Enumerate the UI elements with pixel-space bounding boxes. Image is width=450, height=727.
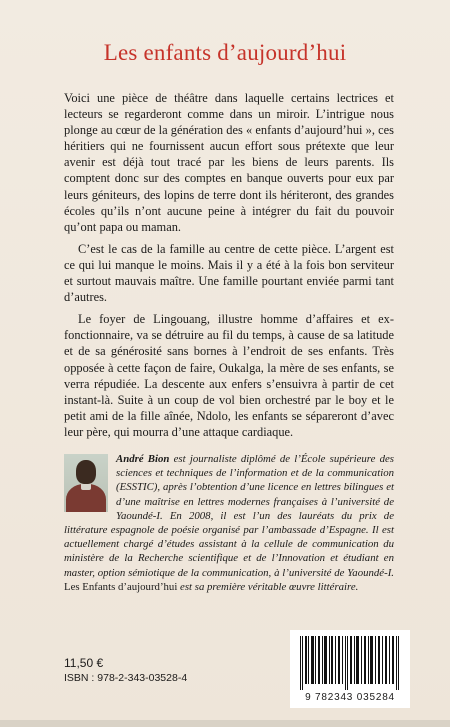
book-reference: Les Enfants d’aujourd’hui <box>64 580 178 593</box>
author-name: André Bion <box>116 453 170 465</box>
bottom-strip <box>0 720 450 727</box>
synopsis <box>64 90 394 446</box>
author-bio-text: est journaliste diplômé de l’École supérieure des sciences et techniques de l’information et de la communication (ESSTIC), après l’obtention d’une licence en lettres bilingues et d’une maîtrise en lettres modernes françaises à l’université de Yaoundé-I. En 2008, il est l’un des lauréats du prix de littérature espagnole de poésie organisé par l’ambassade d’Espagne. Il est actuellement chargé d’études assistant à la cellule de communication du ministère de la Recherche scientifique et de l’Innovation et étudiant en master, option sémiotique de la communication, à l’université de Yaoundé-I. <box>64 453 394 579</box>
price: 11,50 € <box>64 656 104 670</box>
barcode <box>290 630 410 708</box>
barcode-number: 9 782343 035284 <box>305 692 395 703</box>
synopsis-paragraph: Le foyer de Lingouang, illustre homme d’affaires et ex-fonctionnaire, va se détruire au fil du temps, à cause de sa latitude et de sa générosité sans bornes à l’endroit de ses enfants. Très opposée à cette façon de faire, Oukalga, la mère de ses enfants, se verra répudiée. La descente aux enfers s’ensuivra à partir de cet instant-là. Suite à un coup de vol bien orchestré par le boy et le petit ami de la fille aînée, Ndolo, les enfants se sépareront d’avec leur père, qui mourra d’une attaque cardiaque. <box>64 312 394 439</box>
synopsis-paragraph: C’est le cas de la famille au centre de cette pièce. L’argent est ce qui lui manque le moins. Mais il y a été à la fois bon serviteur et surtout mauvais maître. Une famille pourtant enviée parmi tant d’autres. <box>64 241 394 305</box>
author-photo <box>64 454 108 512</box>
author-bio-ending: est sa première véritable œuvre littéraire. <box>177 580 359 593</box>
book-title: Les enfants d’aujourd’hui <box>103 40 347 65</box>
isbn: ISBN : 978-2-343-03528-4 <box>64 672 188 684</box>
author-bio <box>64 452 394 594</box>
barcode-icon <box>298 636 402 690</box>
synopsis-paragraph: Voici une pièce de théâtre dans laquelle certains lectrices et lecteurs se regarderont comme dans un miroir. L’intrigue nous plonge au cœur de la génération des « enfants d’aujourd’hui », ces héritiers qui ne fournissent aucun effort sous prétexte que leur avenir est déjà tout tracé par les biens de leurs parents. Ils comptent donc sur des comptes en banque ouverts pour eux par leurs géniteurs, des lopins de terre dont ils hériteront, des grandes écoles qu’ils n’ont aucune peine à intégrer du fait du pouvoir qu’ont papa ou maman. <box>64 91 394 234</box>
